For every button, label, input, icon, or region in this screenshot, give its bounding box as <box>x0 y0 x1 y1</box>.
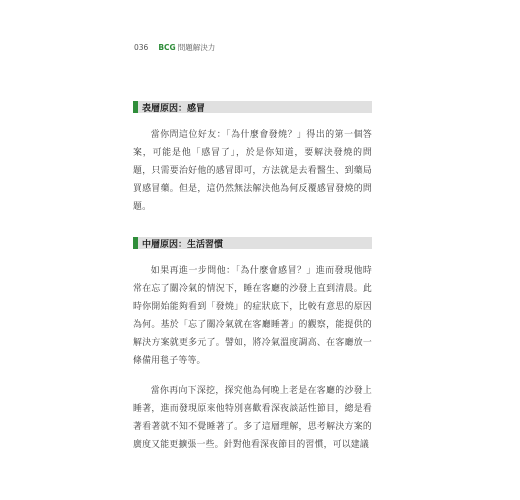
running-head <box>134 40 215 54</box>
book-title-text: 問題解決力 <box>177 42 216 52</box>
section-heading-surface-cause <box>133 101 372 113</box>
paragraph: 當你再向下深挖，探究他為何晚上老是在客廳的沙發上睡著，進而發現原來他特別喜歡看深夜談話性節目，總是看著看著就不知不覺睡著了。多了這層理解，思考解決方案的廣度又能更擴張一些。針對他看深夜節目的習慣，可以建議 <box>133 386 372 450</box>
paragraph: 當你問這位好友：「為什麼會發燒？」得出的第一個答案，可能是他「感冒了」，於是你知道，要解決發燒的問題，只需要治好他的感冒即可，方法就是去看醫生、到藥局買感冒藥。但是，這仍然無法解決他為何反覆感冒發燒的問題。 <box>133 130 372 212</box>
page-number: 036 <box>134 42 149 52</box>
heading-accent-bar <box>133 101 138 113</box>
paragraph: 如果再進一步問他：「為什麼會感冒？」進而發現他時常在忘了關冷氣的情況下，睡在客廳的沙發上直到清晨。此時你開始能夠看到「發燒」的症狀底下，比較有意思的原因為何。基於「忘了關冷氣就在客廳睡著」的觀察，能提供的解決方案就更多元了。譬如，將冷氣溫度調高、在客廳放一條備用毯子等等。 <box>133 266 372 366</box>
section-heading-middle-cause <box>133 237 372 249</box>
section-heading-text: 中層原因：生活習慣 <box>142 239 224 250</box>
section-heading-text: 表層原因：感冒 <box>142 103 206 114</box>
book-brand: BCG <box>158 42 176 52</box>
heading-accent-bar <box>133 237 138 249</box>
book-title <box>158 42 215 53</box>
